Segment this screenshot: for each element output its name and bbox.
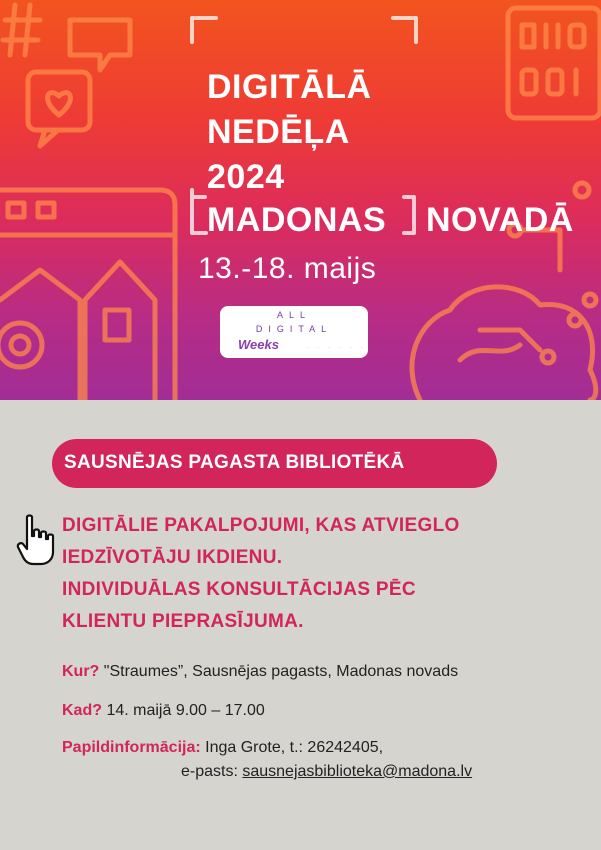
location-pill-text: SAUSNĒJAS PAGASTA BIBLIOTĒKĀ	[64, 452, 405, 473]
description-line-4: KLIENTU PIEPRASĪJUMA.	[62, 611, 304, 632]
binary-icon	[508, 8, 600, 118]
more-info-row	[62, 739, 383, 757]
email-link[interactable]: sausnejasbiblioteka@madona.lv	[242, 763, 473, 780]
email-prefix: e-pasts:	[181, 763, 243, 780]
logo-line-1: ALL	[276, 310, 311, 320]
where-label: Kur?	[62, 663, 100, 680]
logo-dots: · · · · · ·	[306, 343, 367, 352]
description-line-1: DIGITĀLIE PAKALPOJUMI, KAS ATVIEGLO	[62, 515, 460, 536]
when-row	[62, 702, 265, 720]
when-label: Kad?	[62, 702, 102, 719]
logo-line-3: Weeks	[238, 337, 279, 352]
description-line-3: INDIVIDUĀLAS KONSULTĀCIJAS PĒC	[62, 579, 416, 600]
title-line-2: NEDĒĻA	[207, 113, 350, 151]
when-value: 14. maijā 9.00 – 17.00	[102, 702, 265, 719]
logo-line-2: DIGITAL	[255, 324, 333, 334]
title-line-5: NOVADĀ	[426, 201, 574, 239]
hand-pointer-icon	[15, 514, 57, 568]
more-info-label: Papildinformācija:	[62, 739, 201, 756]
description-line-2: IEDZĪVOTĀJU IKDIENU.	[62, 547, 283, 568]
gear-icon	[0, 323, 42, 367]
title-line-3: 2024	[207, 158, 285, 196]
title-line-4: MADONAS	[207, 201, 387, 239]
all-digital-weeks-logo	[220, 306, 368, 358]
location-pill	[52, 439, 497, 488]
more-info-value: Inga Grote, t.: 26242405,	[200, 739, 384, 756]
event-dates: 13.-18. maijs	[198, 252, 377, 285]
heart-chat-icon	[28, 20, 130, 146]
where-row	[62, 663, 458, 681]
email-row	[181, 763, 472, 781]
where-value: "Straumes”, Sausnējas pagasts, Madonas novads	[99, 663, 459, 680]
house-icon	[0, 262, 155, 400]
hero-banner	[0, 0, 601, 400]
title-line-1: DIGITĀLĀ	[207, 68, 372, 106]
hashtag-icon	[3, 5, 40, 55]
